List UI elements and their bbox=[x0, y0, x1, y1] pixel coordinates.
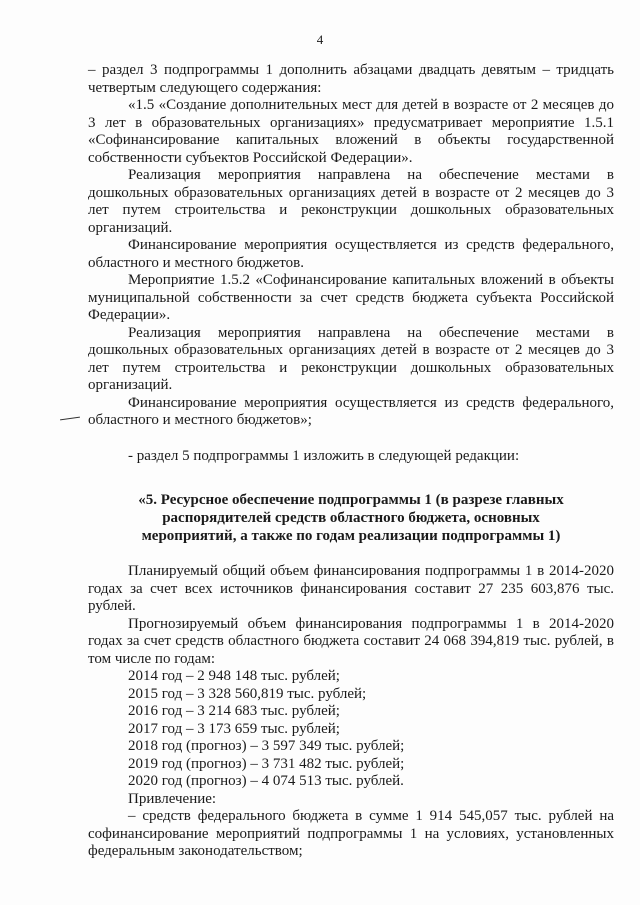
year-amount-2018: 2018 год (прогноз) – 3 597 349 тыс. рублей; bbox=[128, 738, 405, 754]
section5-heading-line-2: распорядителей средств областного бюджета, основных bbox=[162, 510, 540, 526]
section5-heading bbox=[88, 491, 614, 545]
paragraph-section3-intro: – раздел 3 подпрограммы 1 дополнить абзацами двадцать девятым – тридцать четвертым следующего содержания: bbox=[88, 62, 614, 96]
page-number: 4 bbox=[316, 32, 324, 47]
yearly-amounts-list bbox=[88, 668, 614, 808]
paragraph-measure-1-5: «1.5 «Создание дополнительных мест для детей в возрасте от 2 месяцев до 3 лет в образовательных организациях» предусматривает мероприятие 1.5.1 «Софинансирование капитальных вложений в объекты государственной собственности субъектов Российской Федерации». bbox=[88, 97, 614, 166]
year-amount-2015: 2015 год – 3 328 560,819 тыс. рублей; bbox=[128, 685, 367, 702]
section5-heading-line-1: «5. Ресурсное обеспечение подпрограммы 1 (в разрезе главных bbox=[138, 492, 564, 508]
paragraph-forecast-regional: Прогнозируемый объем финансирования подпрограммы 1 в 2014-2020 годах за счет средств областного бюджета составит 24 068 394,819 тыс. рублей, в том числе по годам: bbox=[88, 615, 614, 667]
paragraph-financing-1: Финансирование мероприятия осуществляется из средств федерального, областного и местного бюджетов. bbox=[88, 237, 614, 271]
paragraph-measure-1-5-2: Мероприятие 1.5.2 «Софинансирование капитальных вложений в объекты муниципальной собственности за счет средств бюджета субъекта Российской Федерации». bbox=[88, 272, 614, 323]
paragraph-federal-funds: – средств федерального бюджета в сумме 1 914 545,057 тыс. рублей на софинансирование мероприятий подпрограммы 1 на условиях, установленных федеральным законодательством; bbox=[88, 808, 614, 859]
year-amount-2016: 2016 год – 3 214 683 тыс. рублей; bbox=[128, 703, 340, 719]
paragraph-planned-total: Планируемый общий объем финансирования подпрограммы 1 в 2014-2020 годах за счет всех источников финансирования составит 27 235 603,876 тыс. рублей. bbox=[88, 563, 614, 614]
year-amount-2014: 2014 год – 2 948 148 тыс. рублей; bbox=[128, 668, 340, 684]
attraction-label: Привлечение: bbox=[128, 790, 217, 807]
year-amount-2017: 2017 год – 3 173 659 тыс. рублей; bbox=[128, 720, 340, 737]
margin-pen-mark bbox=[60, 417, 80, 421]
paragraph-implementation-1: Реализация мероприятия направлена на обеспечение местами в дошкольных образовательных организациях детей в возрасте от 2 месяцев до 3 лет путем строительства и реконструкции дошкольных образовательных организаций. bbox=[88, 167, 614, 236]
paragraph-implementation-2: Реализация мероприятия направлена на обеспечение местами в дошкольных образовательных организациях детей в возрасте от 2 месяцев до 3 лет путем строительства и реконструкции дошкольных образовательных организаций. bbox=[88, 324, 614, 393]
paragraph-financing-2: Финансирование мероприятия осуществляется из средств федерального, областного и местного бюджетов»; bbox=[88, 394, 614, 428]
paragraph-section5-intro: - раздел 5 подпрограммы 1 изложить в следующей редакции: bbox=[128, 447, 520, 464]
section5-heading-line-3: мероприятий, а также по годам реализации подпрограммы 1) bbox=[141, 528, 561, 544]
year-amount-2019: 2019 год (прогноз) – 3 731 482 тыс. рублей; bbox=[128, 755, 405, 772]
year-amount-2020: 2020 год (прогноз) – 4 074 513 тыс. рублей. bbox=[128, 773, 404, 789]
document-body bbox=[88, 62, 614, 861]
